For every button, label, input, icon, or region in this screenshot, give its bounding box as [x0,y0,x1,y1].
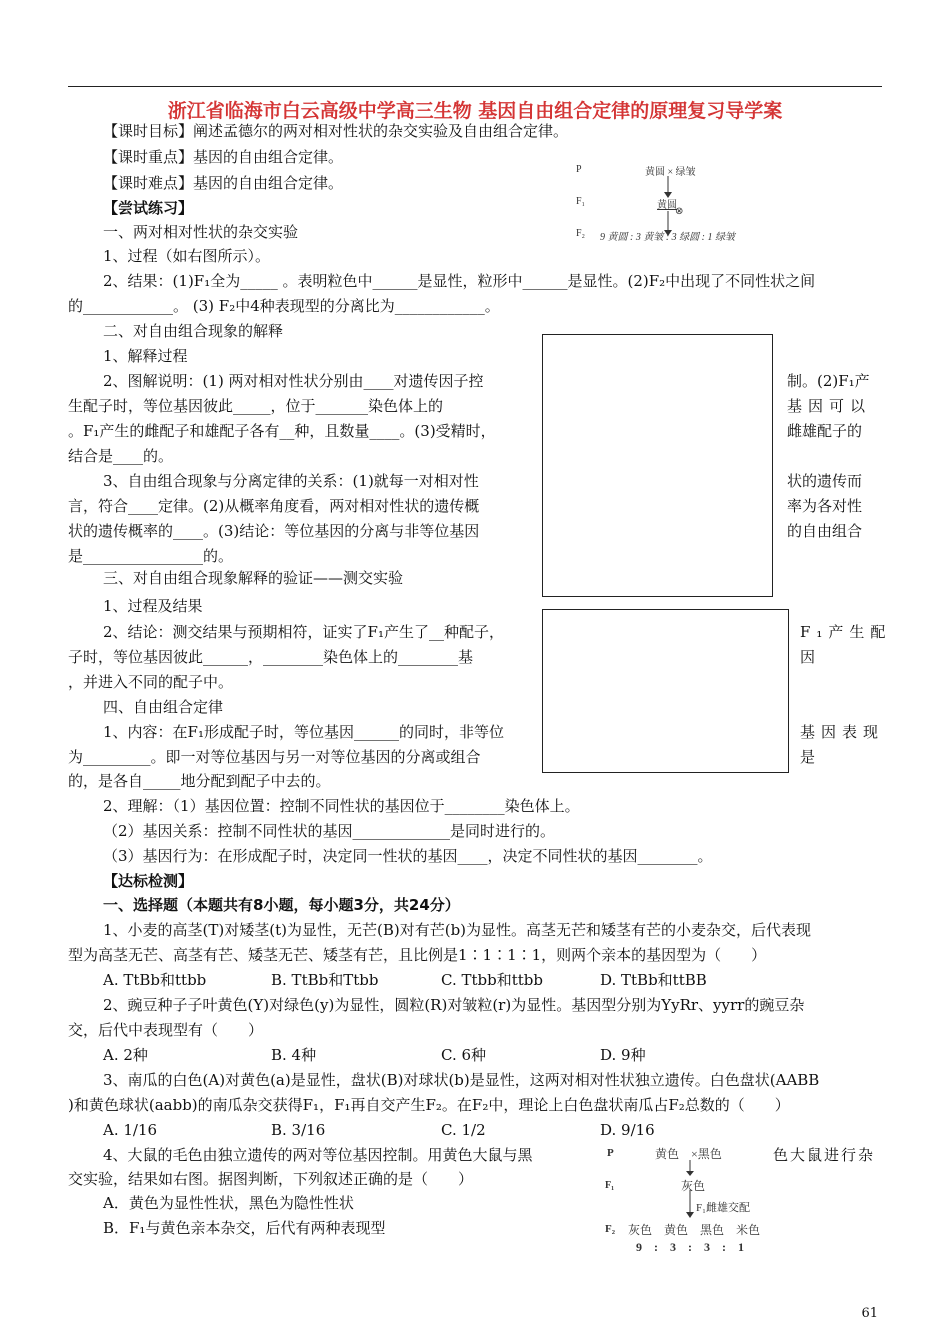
right-text-1: 制。(2)F₁产 [787,372,870,390]
page-title: 浙江省临海市白云高级中学高三生物 基因自由组合定律的原理复习导学案 [167,100,783,122]
fig1-p-label: P [576,164,582,175]
right-text-5: 率为各对性 [787,497,863,515]
text-line-21: 2、结论：测交结果与预期相符，证实了F₁产生了__种配子， [103,623,504,641]
q4-option-a: A．黄色为显性性状，黑色为隐性性状 [103,1194,354,1212]
section-heading-practice: 【尝试练习】 [103,199,194,217]
q1-option-b: B. TtBb和Ttbb [271,971,379,989]
text-line-26: 为_________。即一对等位基因与另一对等位基因的分离或组合 [68,748,481,766]
fig2-p-label: P [607,1147,614,1159]
section-heading-test: 【达标检测】 [103,872,194,890]
fig2-f1-label: F₁ [605,1180,615,1191]
q2-option-a: A. 2种 [103,1046,148,1064]
text-line-10: 1、解释过程 [103,347,188,365]
q2-option-c: C. 6种 [441,1046,487,1064]
q1-option-a: A. TtBb和ttbb [103,971,207,989]
text-line-25: 1、内容：在F₁形成配子时，等位基因______的同时，非等位 [103,723,504,741]
text-line-17: 状的遗传概率的____。(3)结论：等位基因的分离与非等位基因 [68,522,480,540]
q3-option-c: C. 1/2 [441,1121,486,1139]
q2-option-d: D. 9种 [600,1046,646,1064]
fig2-parents: 黄色 ×黑色 [655,1147,722,1161]
question-4-line-2: 交实验，结果如右图。据图判断，下列叙述正确的是（ ） [68,1170,474,1188]
right-text-9: 基因表现 [800,723,885,741]
question-3-line-2: )和黄色球状(aabb)的南瓜杂交获得F₁，F₁再自交产生F₂。在F₂中，理论上白色盘状南瓜占F₂总数的（ ） [68,1096,790,1114]
text-line-3: 【课时难点】基因的自由组合定律。 [103,174,344,192]
fig2-cross-label: F₁雌雄交配 [696,1202,750,1214]
question-2-line-1: 2、豌豆种子子叶黄色(Y)对绿色(y)为显性，圆粒(R)对皱粒(r)为显性。基因型分别为YyRr、yyrr的豌豆杂 [103,996,805,1014]
question-4-line-1: 4、大鼠的毛色由独立遗传的两对等位基因控制。用黄色大鼠与黑 [103,1146,533,1164]
fig1-f2-result: 9 黄圆 : 3 黄皱 : 3 绿圆 : 1 绿皱 [600,232,735,243]
text-line-20: 1、过程及结果 [103,597,203,615]
text-line-2: 【课时重点】基因的自由组合定律。 [103,148,344,166]
right-text-2: 基因可以 [787,397,872,415]
section-heading-choice: 一、选择题（本题共有8小题，每小题3分，共24分） [103,896,460,914]
fig2-f2-types: 灰色 黄色 黑色 米色 [628,1223,761,1237]
text-line-30: （3）基因行为：在形成配子时，决定同一性状的基因____，决定不同性状的基因________。 [103,847,713,865]
right-text-7: F₁产生配 [800,623,892,641]
text-line-27: 的，是各自_____地分配到配子中去的。 [68,772,331,790]
question-2-line-2: 交，后代中表现型有（ ） [68,1021,264,1039]
top-rule [68,86,882,87]
fig2-f1-result: 灰色 [681,1179,706,1193]
question-1-line-1: 1、小麦的高茎(T)对矮茎(t)为显性，无芒(B)对有芒(b)为显性。高茎无芒和矮茎有芒的小麦杂交，后代表现 [103,921,812,939]
q3-option-d: D. 9/16 [600,1121,655,1139]
diagram-box-explanation [542,334,773,597]
q1-option-c: C. Ttbb和ttbb [441,971,543,989]
fig1-f1-label: F₁ [576,196,586,207]
question-3-line-1: 3、南瓜的白色(A)对黄色(a)是显性，盘状(B)对球状(b)是显性，这两对相对性状独立遗传。白色盘状(AABB [103,1071,820,1089]
right-text-8: 因 [800,648,816,666]
text-line-1: 【课时目标】阐述孟德尔的两对相对性状的杂交实验及自由组合定律。 [103,122,569,140]
text-line-15: 3、自由组合现象与分离定律的关系：(1)就每一对相对性 [103,472,479,490]
text-line-19: 三、对自由组合现象解释的验证——测交实验 [103,569,404,587]
text-line-23: ，并进入不同的配子中。 [68,673,234,691]
q4-option-b: B．F₁与黄色亲本杂交，后代有两种表现型 [103,1219,386,1237]
right-text-3: 雌雄配子的 [787,422,863,440]
fig1-self-symbol: ⊗ [675,206,684,217]
text-line-13: 。F₁产生的雌配子和雄配子各有__种，且数量____。(3)受精时， [68,422,496,440]
text-line-24: 四、自由组合定律 [103,698,224,716]
q1-option-d: D. TtBb和ttBB [600,971,707,989]
page-number: 61 [861,1306,878,1321]
text-line-29: （2）基因关系：控制不同性状的基因_____________是同时进行的。 [103,822,556,840]
text-line-14: 结合是____的。 [68,447,174,465]
diagram-box-testcross [542,609,789,773]
text-line-9: 二、对自由组合现象的解释 [103,322,284,340]
fig2-ratio: 9 : 3 : 3 : 1 [636,1240,744,1254]
text-line-22: 子时，等位基因彼此______，________染色体上的________基 [68,648,474,666]
right-text-11: 色大鼠进行杂 [773,1146,876,1164]
text-line-6: 1、过程（如右图所示）。 [103,247,271,265]
text-line-18: 是________________的。 [68,547,234,565]
fig1-f2-label: F₂ [576,228,586,239]
text-line-8: 的____________。 (3) F₂中4种表现型的分离比为____________。 [68,297,500,315]
text-line-7: 2、结果：(1)F₁全为_____ 。表明粒色中______是显性，粒形中______是显性。(2)F₂中出现了不同性状之间 [103,272,816,290]
text-line-12: 生配子时，等位基因彼此_____，位于_______染色体上的 [68,397,444,415]
right-text-6: 的自由组合 [787,522,863,540]
q3-option-b: B. 3/16 [271,1121,326,1139]
right-text-4: 状的遗传而 [787,472,863,490]
question-1-line-2: 型为高茎无芒、高茎有芒、矮茎无芒、矮茎有芒，且比例是1∶1∶1∶1，则两个亲本的基因型为（ ） [68,946,767,964]
text-line-5: 一、两对相对性状的杂交实验 [103,223,299,241]
fig1-parents: 黄圆 × 绿皱 [645,167,696,178]
fig2-f2-label: F₂ [605,1223,616,1235]
text-line-11: 2、图解说明：(1) 两对相对性状分别由____对遗传因子控 [103,372,484,390]
q3-option-a: A. 1/16 [103,1121,158,1139]
q2-option-b: B. 4种 [271,1046,317,1064]
right-text-10: 是 [800,748,816,766]
text-line-16: 言，符合____定律。(2)从概率角度看，两对相对性状的遗传概 [68,497,480,515]
fig1-f1-result: 黄圆 [657,200,677,211]
text-line-28: 2、理解：（1）基因位置：控制不同性状的基因位于________染色体上。 [103,797,580,815]
